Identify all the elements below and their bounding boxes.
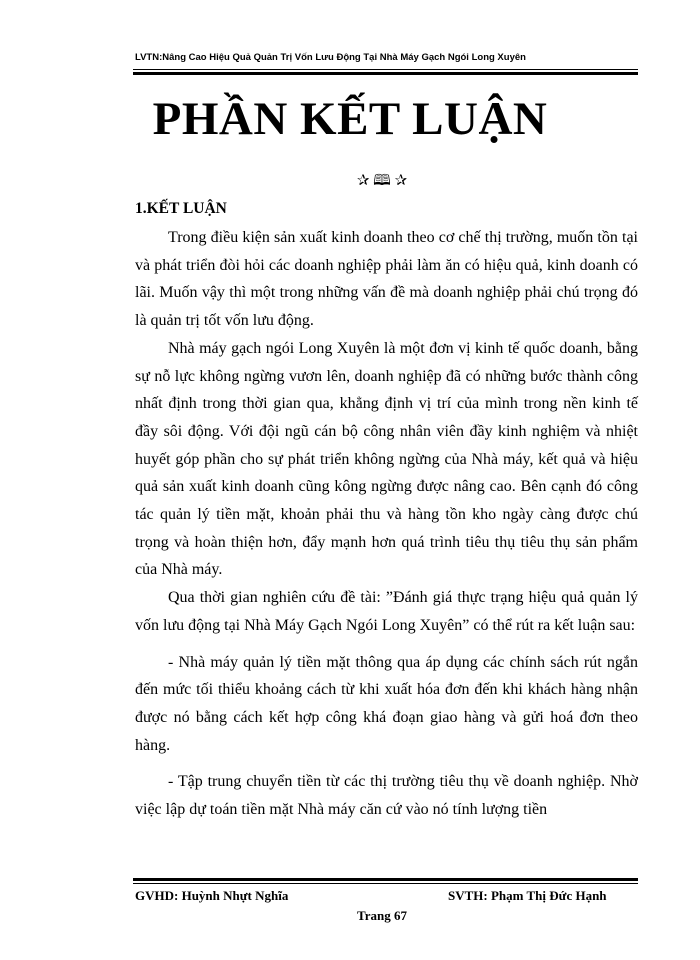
- footer-advisor: GVHD: Huỳnh Nhựt Nghĩa: [135, 888, 289, 903]
- paragraph-cash-transfer: - Tập trung chuyển tiền từ các thị trường tiêu thụ về doanh nghiệp. Nhờ việc lập dự toán tiền mặt Nhà máy căn cứ vào nó tính lượng tiền: [135, 773, 638, 819]
- paragraph-company: Nhà máy gạch ngói Long Xuyên là một đơn vị kinh tế quốc doanh, bằng sự nỗ lực không ngừng vươn lên, doanh nghiệp đã có những bước thành công nhất định trong thời gian qua, khẳng định vị trí của mình trong nền kinh tế đầy sôi động. Với đội ngũ cán bộ công nhân viên đầy kinh nghiệm và nhiệt huyết góp phần cho sự phát triển không ngừng của Nhà máy, kết quả và hiệu quả sản xuất kinh doanh cũng kông ngừng được nâng cao. Bên cạnh đó công tác quản lý tiền mặt, khoản phải thu và hàng tồn kho ngày càng được chú trọng và hoàn thiện hơn, đẩy mạnh hơn quá trình tiêu thụ tiêu thụ sản phẩm của Nhà máy.: [135, 339, 638, 579]
- page-title: PHẦN KẾT LUẬN: [152, 93, 548, 145]
- footer-rule-thick: [133, 878, 638, 881]
- section-heading: 1.KẾT LUẬN: [135, 200, 227, 217]
- paragraph-intro: Trong điều kiện sản xuất kinh doanh theo cơ chế thị trường, muốn tồn tại và phát triển đòi hỏi các doanh nghiệp phải làm ăn có hiệu quả, kinh doanh có lãi. Muốn vậy thì một trong những vấn đề mà doanh nghiệp phải chú trọng đó là quản trị tốt vốn lưu động.: [135, 229, 638, 330]
- page-number: Trang 67: [357, 908, 407, 923]
- header-rule-thin: [133, 69, 638, 70]
- footer-student: SVTH: Phạm Thị Đức Hạnh: [448, 888, 607, 903]
- paragraph-cash-management: - Nhà máy quản lý tiền mặt thông qua áp dụng các chính sách rút ngắn đến mức tối thiểu khoảng cách từ khi xuất hóa đơn đến khi khách hàng nhận được nó bằng cách kết hợp công khá đoạn giao hàng và gửi hoá đơn theo hàng.: [135, 653, 638, 754]
- body-text: [135, 224, 638, 824]
- paragraph-study: Qua thời gian nghiên cứu đề tài: ”Đánh giá thực trạng hiệu quả quản lý vốn lưu động tại Nhà Máy Gạch Ngói Long Xuyên” có thể rút ra kết luận sau:: [135, 589, 638, 634]
- header-rule-thick: [133, 72, 638, 75]
- ornament-divider: ✰ 🕮 ✰: [356, 173, 408, 189]
- running-header-title: LVTN:Nâng Cao Hiệu Quả Quản Trị Vốn Lưu Động Tại Nhà Máy Gạch Ngói Long Xuyên: [135, 52, 526, 63]
- footer-rule-thin: [133, 883, 638, 884]
